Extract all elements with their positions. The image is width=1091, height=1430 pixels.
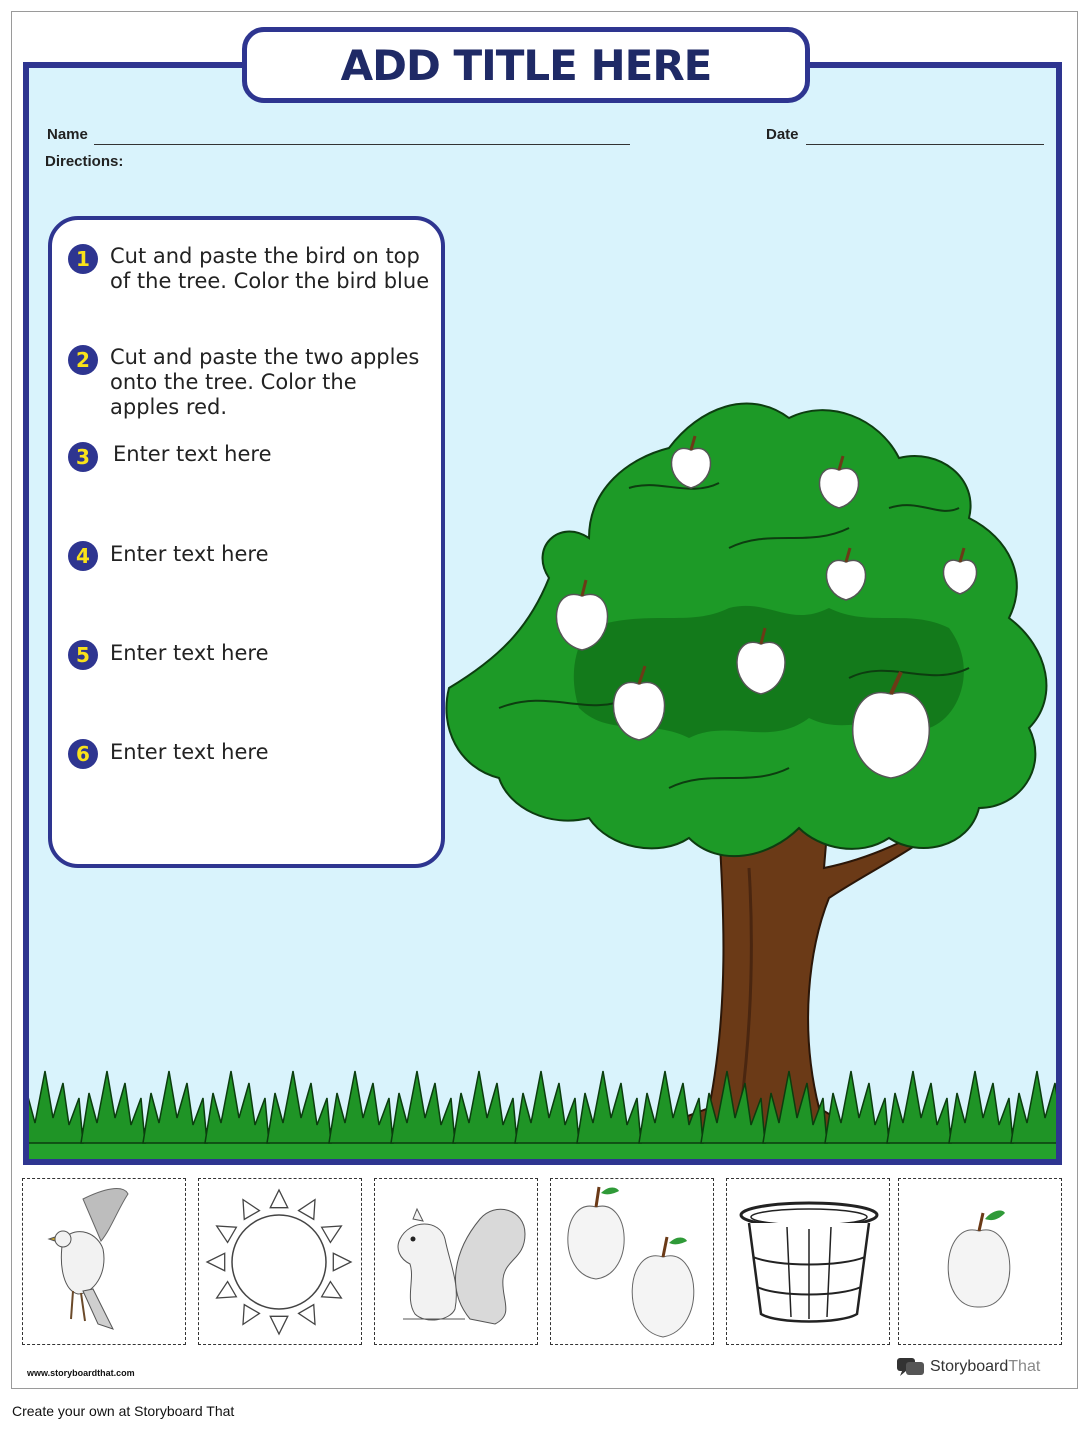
step-number: 4 [68, 541, 98, 571]
grass-tuft [267, 1071, 331, 1143]
cutout-basket[interactable] [726, 1178, 890, 1345]
step-number: 6 [68, 739, 98, 769]
sun-ray [299, 1200, 315, 1220]
grass-tuft [887, 1071, 951, 1143]
directions-box [48, 216, 445, 868]
grass-tuft [391, 1071, 455, 1143]
sun-ray [217, 1226, 237, 1242]
squirrel-icon [375, 1179, 539, 1346]
sun-ray [243, 1200, 259, 1220]
sun-ray [322, 1226, 342, 1242]
brand-logo[interactable] [896, 1356, 1040, 1378]
grass-tuft [639, 1071, 703, 1143]
sun-icon [199, 1179, 363, 1346]
sun-ray [333, 1253, 351, 1271]
brand-text-bold: Storyboard [930, 1358, 1009, 1375]
step-text[interactable]: Enter text here [110, 641, 269, 665]
directions-label: Directions: [45, 153, 124, 170]
apple-icon [899, 1179, 1063, 1346]
cutout-bird[interactable] [22, 1178, 186, 1345]
step-text[interactable]: Enter text here [113, 442, 272, 466]
sun-ray [270, 1190, 288, 1208]
step-number: 2 [68, 345, 98, 375]
step-number: 1 [68, 244, 98, 274]
bird-icon [23, 1179, 187, 1346]
grass-tuft [329, 1071, 393, 1143]
create-link[interactable]: Create your own at Storyboard That [12, 1403, 235, 1419]
cutout-sun[interactable] [198, 1178, 362, 1345]
cutout-apple[interactable] [898, 1178, 1062, 1345]
tree-canopy [446, 404, 1046, 857]
step-text[interactable]: Enter text here [110, 740, 269, 764]
sun-ray [217, 1282, 237, 1298]
name-line[interactable] [94, 144, 630, 145]
grass-tuft [1011, 1071, 1056, 1143]
grass-tuft [143, 1071, 207, 1143]
step-number: 5 [68, 640, 98, 670]
sun-ray [299, 1305, 315, 1325]
brand-text-light: That [1008, 1358, 1041, 1375]
grass-tuft [825, 1071, 889, 1143]
speech-bubble-icon [896, 1356, 926, 1378]
sun-ray [270, 1316, 288, 1334]
title-box[interactable] [242, 27, 810, 103]
grass-tuft [453, 1071, 517, 1143]
footer-url[interactable]: www.storyboardthat.com [27, 1368, 135, 1378]
grass-tuft [949, 1071, 1013, 1143]
step-text[interactable]: Cut and paste the bird on top of the tree. Color the bird blue [110, 244, 430, 293]
basket-icon [727, 1179, 891, 1346]
grass-tuft [29, 1071, 83, 1143]
grass-tuft [81, 1071, 145, 1143]
cutout-squirrel[interactable] [374, 1178, 538, 1345]
cutout-two-apples[interactable] [550, 1178, 714, 1345]
grass-tufts [29, 1071, 1056, 1143]
sun-ray [243, 1305, 259, 1325]
grass-tuft [515, 1071, 579, 1143]
step-number: 3 [68, 442, 98, 472]
name-label: Name [47, 126, 88, 143]
grass-tuft [205, 1071, 269, 1143]
step-text[interactable]: Enter text here [110, 542, 269, 566]
sun-ray [207, 1253, 225, 1271]
sun-ray [322, 1282, 342, 1298]
two-apples-icon [551, 1179, 715, 1346]
step-text[interactable]: Cut and paste the two apples onto the tree. Color the apples red. [110, 345, 420, 419]
grass-tuft [577, 1071, 641, 1143]
date-label: Date [766, 126, 799, 143]
date-line[interactable] [806, 144, 1044, 145]
page-title: ADD TITLE HERE [340, 40, 712, 90]
